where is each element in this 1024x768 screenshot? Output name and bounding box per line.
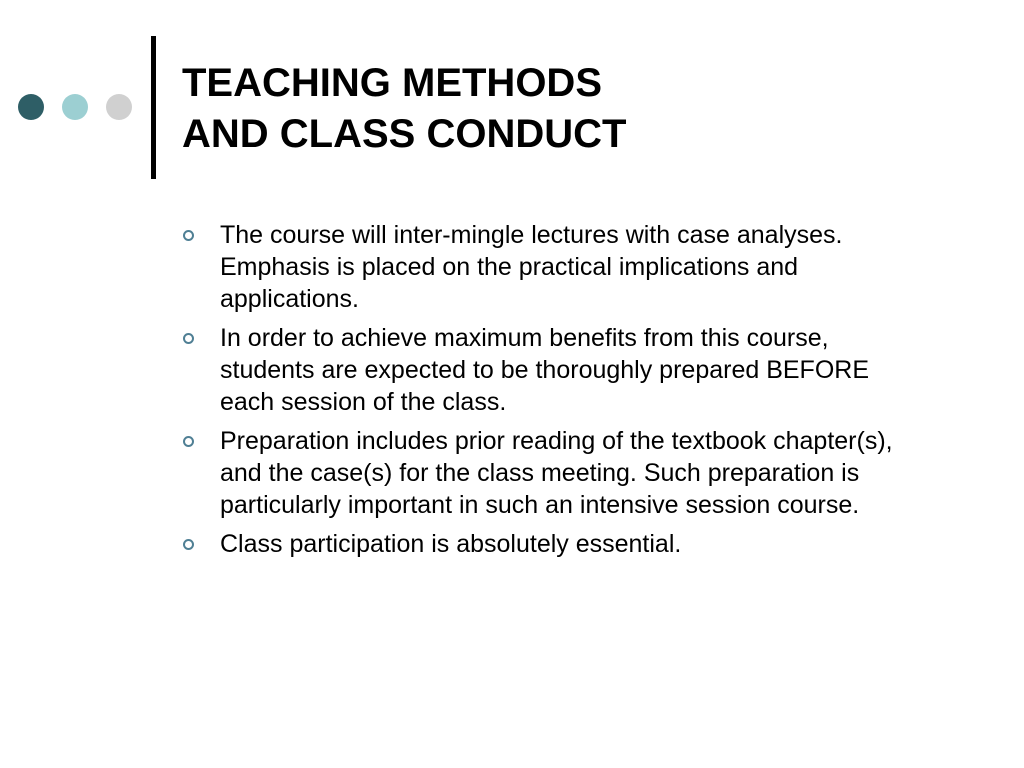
bullet-text: Class participation is absolutely essential.	[220, 530, 682, 558]
bullet-item	[182, 425, 922, 521]
bullet-ring-icon	[183, 436, 194, 447]
bullet-item	[182, 219, 922, 315]
bullet-text: In order to achieve maximum benefits from this course, students are expected to be thoroughly prepared BEFORE each session of the class.	[220, 324, 869, 416]
decorative-dots	[18, 94, 132, 120]
bullet-ring-icon	[183, 333, 194, 344]
bullet-ring-icon	[183, 230, 194, 241]
dot-teal-icon	[62, 94, 88, 120]
slide-title	[182, 58, 626, 160]
dot-gray-icon	[106, 94, 132, 120]
dot-dark-icon	[18, 94, 44, 120]
bullet-ring-icon	[183, 539, 194, 550]
slide-title-line-2: AND CLASS CONDUCT	[182, 112, 627, 156]
bullet-list	[182, 219, 922, 567]
bullet-item	[182, 322, 922, 418]
bullet-text: The course will inter-mingle lectures with case analyses. Emphasis is placed on the practical implications and applications.	[220, 221, 843, 313]
title-divider	[151, 36, 156, 179]
bullet-text: Preparation includes prior reading of the textbook chapter(s), and the case(s) for the class meeting. Such preparation is particularly important in such an intensive session course.	[220, 427, 893, 519]
slide-title-line-1: TEACHING METHODS	[182, 61, 602, 105]
bullet-item	[182, 528, 922, 560]
